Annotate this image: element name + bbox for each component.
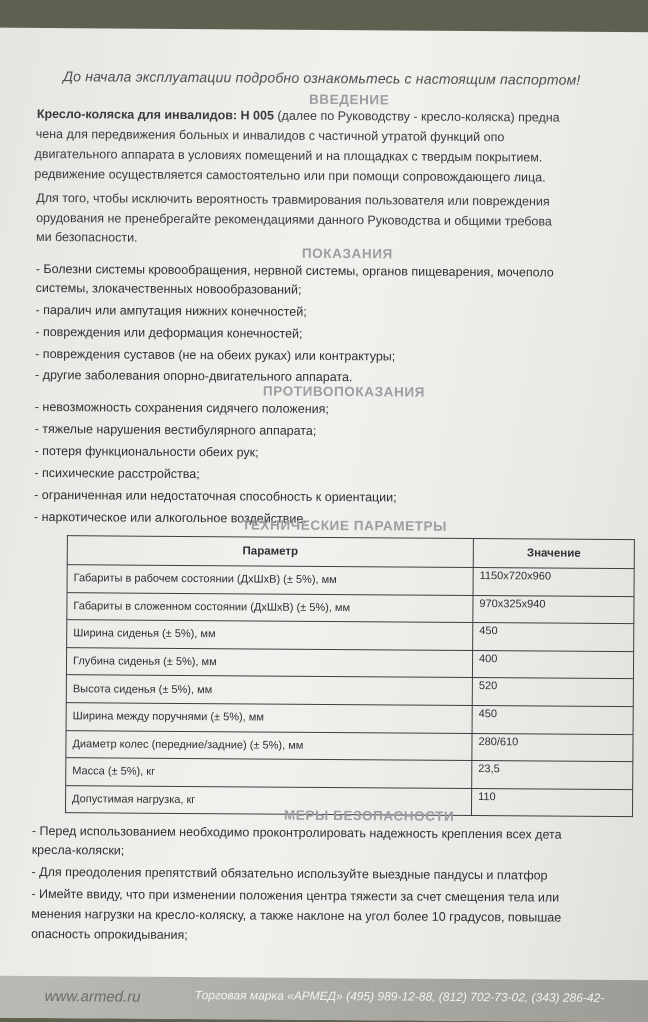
- param-name: Ширина сиденья (± 5%), мм: [67, 620, 473, 650]
- indication-item: - другие заболевания опорно-двигательного аппарата.: [34, 367, 353, 385]
- safety-item: менения нагрузки на кресло-коляску, а также наклоне на угол более 10 градусов, повышае: [31, 906, 562, 925]
- trademark-contacts: Торговая марка «АРМЕД» (495) 989-12-88, (812) 702-73-02, (343) 286-42-: [194, 988, 605, 1005]
- heading-indications: ПОКАЗАНИЯ: [301, 245, 393, 262]
- param-value: 520: [472, 678, 633, 707]
- param-value: 280/610: [472, 733, 633, 762]
- table-row: [66, 647, 633, 679]
- table-header-row: [67, 536, 634, 569]
- heading-safety: МЕРЫ БЕЗОПАСНОСТИ: [283, 807, 455, 824]
- intro-notice: До начала эксплуатации подробно ознакомьтесь с настоящим паспортом!: [63, 68, 581, 88]
- indication-item: - паралич или ампутация нижних конечностей;: [35, 302, 307, 319]
- indication-item: системы, злокачественных новообразований;: [35, 280, 302, 297]
- param-name: Допустимая нагрузка, кг: [65, 785, 471, 815]
- footer-bar: [0, 976, 648, 1022]
- heading-tech-params: ТЕХНИЧЕСКИЕ ПАРАМЕТРЫ: [241, 517, 448, 534]
- table-row: [66, 730, 633, 762]
- param-value: 1150х720х960: [473, 568, 634, 597]
- passport-page: [0, 28, 648, 1022]
- safety-item: - Имейте ввиду, что при изменении положения центра тяжести за счет смещения тела или: [31, 886, 560, 905]
- param-value: 23,5: [472, 761, 633, 790]
- product-name: Кресло-коляска для инвалидов: Н 005: [36, 106, 274, 123]
- table-row: [67, 565, 634, 597]
- param-name: Диаметр колес (передние/задние) (± 5%), мм: [66, 730, 472, 760]
- contraindication-item: - психические расстройства;: [34, 465, 200, 482]
- intro-line-6: орудования не пренебрегайте рекомендациями данного Руководства и общими требова: [36, 210, 552, 229]
- website-link[interactable]: www.armed.ru: [44, 988, 141, 1006]
- intro-line-7: ми безопасности.: [35, 229, 138, 245]
- indication-item: - повреждения суставов (не на обеих руках) или контрактуры;: [35, 346, 396, 364]
- table-row: [66, 703, 633, 735]
- param-name: Масса (± 5%), кг: [66, 758, 472, 788]
- contraindication-item: - потеря функциональности обеих рук;: [34, 443, 259, 460]
- intro-line-1: Кресло-коляска для инвалидов: Н 005 (далее по Руководству - кресло-коляска) предна: [36, 106, 560, 125]
- contraindication-item: - ограниченная или недостаточная способность к ориентации;: [34, 487, 397, 505]
- param-name: Глубина сиденья (± 5%), мм: [66, 647, 472, 677]
- intro-line-5: Для того, чтобы исключить вероятность травмирования пользователя или повреждения: [36, 190, 550, 209]
- safety-item: опасность опрокидывания;: [31, 926, 188, 943]
- header-param: Параметр: [67, 536, 473, 568]
- header-value: Значение: [473, 539, 634, 569]
- param-name: Высота сиденья (± 5%), мм: [66, 675, 472, 705]
- param-value: 110: [471, 788, 632, 817]
- heading-contraindications: ПРОТИВОПОКАЗАНИЯ: [262, 383, 426, 400]
- intro-line-2: чена для передвижения больных и инвалидов с частичной утратой функций опо: [35, 126, 505, 145]
- safety-item: - Перед использованием необходимо проконтролировать надежность крепления всех дета: [31, 823, 562, 842]
- indication-item: - Болезни системы кровообращения, нервной системы, органов пищеварения, мочеполо: [35, 261, 554, 280]
- indication-item: - повреждения или деформация конечностей;: [35, 324, 303, 341]
- param-value: 450: [472, 705, 633, 734]
- table-row: [66, 758, 633, 790]
- contraindication-item: - наркотическое или алкогольное воздействие.: [34, 509, 307, 526]
- table-row: [67, 592, 634, 624]
- param-name: Габариты в рабочем состоянии (ДхШхВ) (± 5%), мм: [67, 565, 473, 595]
- param-value: 970х325х940: [473, 595, 634, 624]
- contraindication-item: - тяжелые нарушения вестибулярного аппарата;: [34, 421, 317, 438]
- contraindication-item: - невозможность сохранения сидячего положения;: [34, 399, 329, 416]
- heading-introduction: ВВЕДЕНИЕ: [308, 91, 390, 108]
- intro-line-4: редвижение осуществляется самостоятельно или при помощи сопровождающего лица.: [34, 166, 546, 185]
- param-value: 450: [473, 623, 634, 652]
- safety-item: кресла-коляски;: [31, 842, 125, 858]
- tech-params-table: [65, 535, 635, 817]
- table-row: [67, 620, 634, 652]
- intro-line-3: двигательного аппарата в условиях помещений и на площадках с твердым покрытием.: [34, 146, 543, 165]
- param-value: 400: [472, 650, 633, 679]
- param-name: Ширина между поручнями (± 5%), мм: [66, 703, 472, 733]
- param-name: Габариты в сложенном состоянии (ДхШхВ) (± 5%), мм: [67, 592, 473, 622]
- table-row: [66, 675, 633, 707]
- safety-item: - Для преодоления препятствий обязательно используйте выездные пандусы и платфор: [31, 864, 548, 883]
